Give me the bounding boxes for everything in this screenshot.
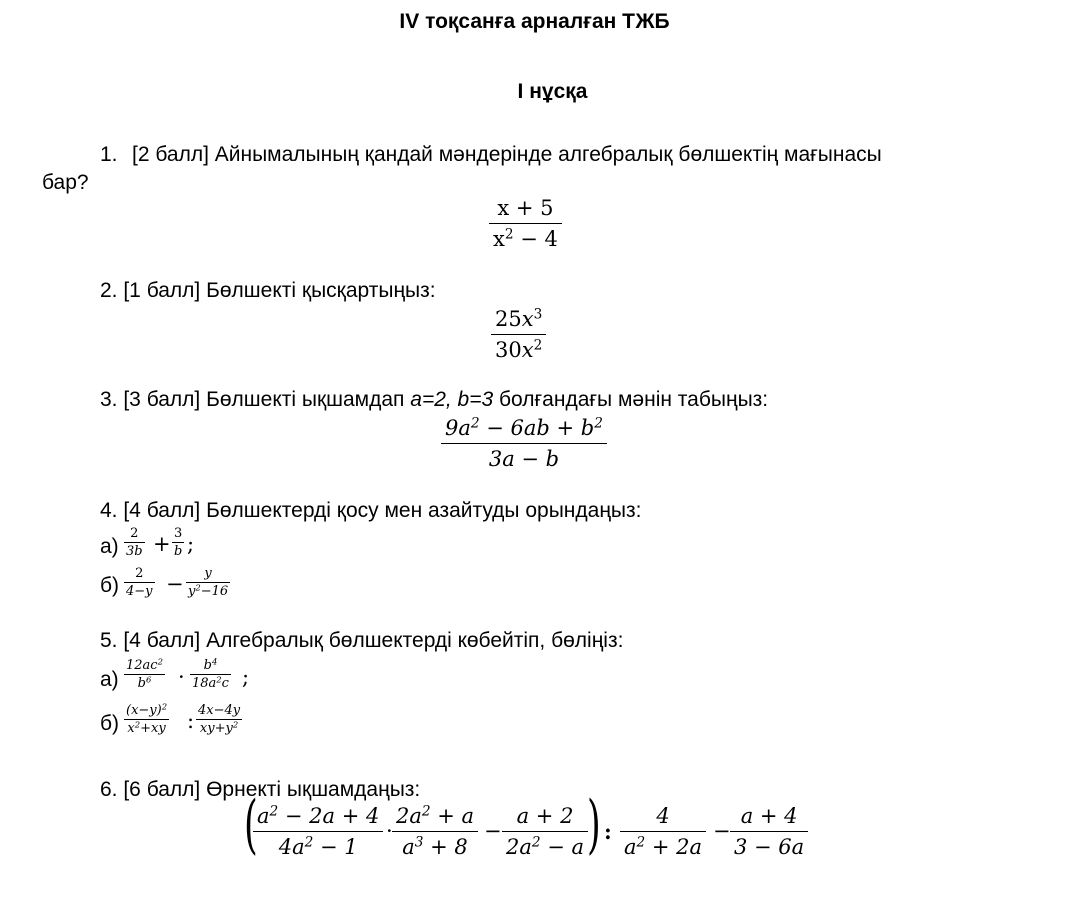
q5-b-label: б): [100, 712, 120, 735]
q6-text: 6. [6 балл] Өрнекті ықшамдаңыз:: [100, 778, 421, 801]
q5-b-fraction-1: $(x-y)^2$ $x^2+xy$: [126, 701, 168, 736]
semicolon: ;: [187, 532, 195, 556]
q6-fraction-5: a + 4 3 − 6a: [730, 801, 808, 862]
q4-a-label: а): [100, 535, 119, 558]
q3-numerator: $9a^2 - 6ab + b^2$: [445, 415, 603, 440]
right-parenthesis: ): [587, 788, 601, 862]
document-title: IV тоқсанға арналған ТЖБ: [399, 10, 670, 33]
plus-operator: +: [153, 532, 171, 556]
multiply-operator: ·: [178, 665, 185, 689]
q4-b-fraction-2: y $y^2-16$: [188, 566, 229, 599]
multiply-operator: ·: [386, 819, 393, 843]
q5-a-label: а): [100, 668, 119, 691]
q3-condition: a=2, b=3: [410, 388, 494, 411]
q5-text: 5. [4 балл] Алгебралық бөлшектерді көбейтіп, бөліңіз:: [100, 629, 624, 652]
divide-operator: :: [187, 709, 195, 733]
q5-b-fraction-2: 4x−4y $xy+y^2$: [198, 703, 241, 736]
q4-b-fraction-1: 2 4−y: [126, 566, 153, 599]
q1-denominator: $x^2 - 4$: [493, 226, 558, 251]
divide-operator: :: [604, 819, 612, 844]
left-parenthesis: (: [244, 788, 258, 862]
minus-operator: −: [166, 572, 184, 596]
q1-text-line2: бар?: [42, 171, 89, 194]
minus-operator: −: [484, 819, 502, 843]
q3-fraction: [441, 413, 607, 474]
q3-denominator: 3a − b: [488, 447, 560, 471]
minus-operator: −: [713, 819, 731, 843]
q6-fraction-3: a + 2 $2a^2 - a$: [502, 801, 588, 862]
q2-numerator: $25x^3$: [495, 306, 543, 331]
q6-fraction-4: 4 $a^2 + 2a$: [620, 801, 706, 862]
semicolon: ;: [242, 665, 250, 689]
q3-text: 3. [3 балл] Бөлшекті ықшамдап a=2, b=3 болғандағы мәнін табыңыз:: [100, 388, 769, 411]
q4-b-label: б): [100, 574, 120, 597]
q2-text: 2. [1 балл] Бөлшекті қысқартыңыз:: [100, 279, 436, 302]
q2-fraction: [491, 304, 546, 365]
q5-a-fraction-2: $b^4$ $18a^2c$: [192, 656, 229, 691]
q6-fraction-2: $2a^2 + a$ $a^3 + 8$: [392, 801, 478, 862]
q4-a-fraction-2: 3 b: [174, 526, 183, 559]
q5-a-fraction-1: $12ac^2$ $b^6$: [126, 656, 163, 691]
q1-text-line1: [2 балл] Айнымалының қандай мәндерінде алгебралық бөлшектің мағынасы: [132, 143, 882, 166]
q4-a-fraction-1: 2 3b: [126, 526, 143, 559]
q1-fraction: [489, 193, 562, 254]
q6-fraction-1: $a^2 - 2a + 4$ $4a^2 - 1$: [253, 801, 383, 862]
q2-denominator: $30x^2$: [495, 337, 543, 362]
variant-heading: І нұсқа: [517, 80, 588, 103]
q1-number: 1.: [100, 143, 118, 166]
q4-text: 4. [4 балл] Бөлшектерді қосу мен азайтуды орындаңыз:: [100, 499, 642, 522]
q1-numerator: x + 5: [497, 196, 554, 220]
